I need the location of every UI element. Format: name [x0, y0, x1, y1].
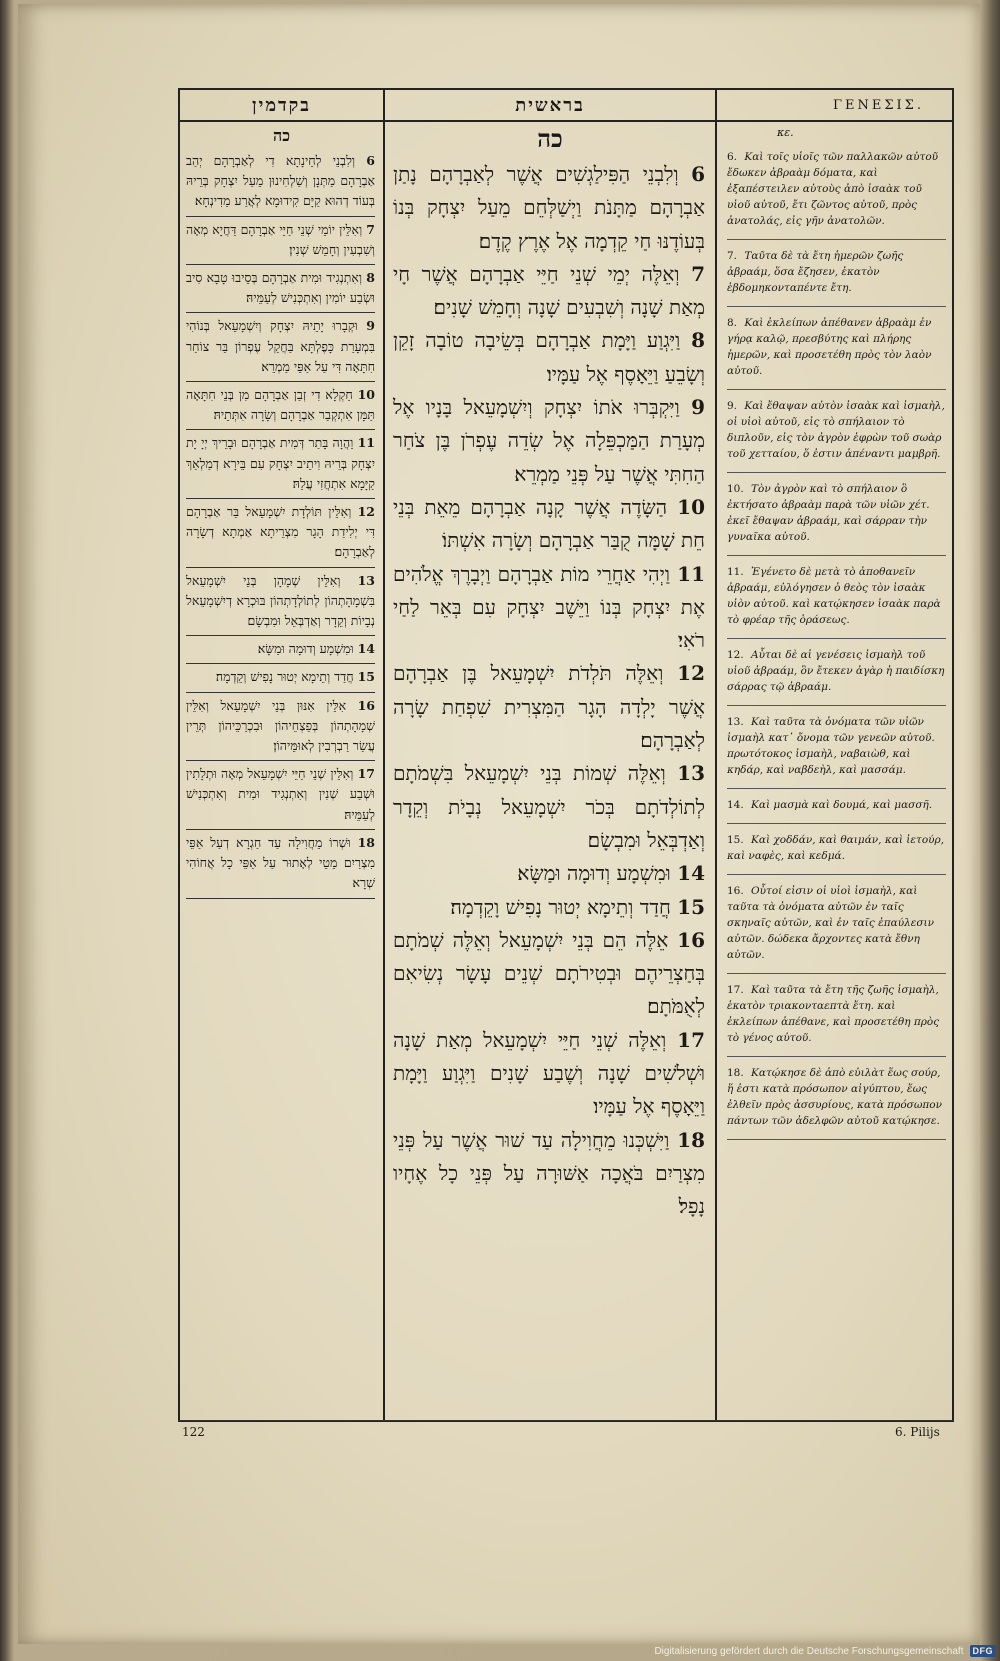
hebrew-verse-text: חֲדַד וְתֵימָא יְטוּר נָפִישׁ וָקֵדְמָה׃: [450, 894, 678, 919]
hebrew-verse-number: 11: [677, 561, 705, 586]
hebrew-verse-number: 16: [677, 927, 705, 952]
hebrew-verse: [393, 857, 705, 890]
hebrew-verse-number: 8: [691, 328, 705, 353]
targum-verse-text: וּקְבָרוּ יָתֵיהּ יִצְחָק וְיִשְׁמָעֵאל בְּנוֹהִי בִּמְעָרַת כָּפֶלְתָּא בַּחֲקַל עֶפְרוֹן בַּר צוֹחַר חִתָּאָה דִּי עַל אַפֵּי מַמְרֵא׃: [186, 318, 375, 374]
hebrew-verse-text: וַיִּגְוַע וַיָּמָת אַבְרָהָם בְּשֵׂיבָה טוֹבָה זָקֵן וְשָׂבֵעַ וַיֵּאָסֶף אֶל עַמָּיו׃: [393, 328, 705, 386]
targum-verse-number: 14: [357, 641, 375, 657]
targum-verse: [186, 430, 375, 499]
hebrew-verse: [393, 1024, 705, 1124]
targum-header: בקדמין: [180, 90, 383, 122]
targum-verse: [186, 499, 375, 568]
hebrew-verse-text: וְלִבְנֵי הַפִּילַגְשִׁים אֲשֶׁר לְאַבְרָהָם נָתַן אַבְרָהָם מַתָּנֹת וַיְשַׁלְּחֵם מֵעַל יִצְחָק בְּנוֹ בְּעוֹדֶנּוּ חַי קֵדְמָה אֶל אֶרֶץ קֶדֶם׃: [393, 162, 705, 253]
targum-verse: [186, 148, 375, 217]
targum-verse-number: 13: [357, 572, 375, 588]
hebrew-verse: [393, 491, 705, 558]
targum-verse: [186, 664, 375, 692]
targum-verse-number: 15: [357, 669, 375, 685]
targum-verse-number: 17: [357, 766, 375, 782]
hebrew-verse: [393, 558, 705, 658]
targum-verse-text: חֲדַד וְתֵימָא יְטוּר נָפִישׁ וְקֵדְמָה׃: [215, 669, 358, 685]
hebrew-verse-number: 13: [677, 761, 705, 786]
greek-verse: [727, 706, 946, 789]
targum-verse-text: וְאִתְנְגִיד וּמִית אַבְרָהָם בְּסֵיבוּ טָבָא סִיב וּשְׂבַע יוֹמִין וְאִתְכְּנִישׁ לְעַמֵּיהּ׃: [186, 270, 375, 306]
targum-verse-number: 10: [357, 387, 375, 403]
targum-verse-number: 6: [366, 153, 375, 168]
greek-verse-text: Καὶ τοῖς υἱοῖς τῶν παλλακῶν αὐτοῦ ἔδωκεν ἀβραὰμ δόματα, καὶ ἐξαπέστειλεν αὐτοὺς ἀπὸ ἰσαὰκ τοῦ υἱοῦ αὐτοῦ, ἔτι ζῶντος αὐτοῦ, πρὸς ἀνατολάς, εἰς γῆν ἀνατολῶν.: [727, 151, 939, 227]
greek-verse: [727, 141, 946, 240]
hebrew-verse-text: וְאֵלֶּה שְׁנֵי חַיֵּי יִשְׁמָעֵאל מְאַת שָׁנָה וּשְׁלֹשִׁים שָׁנָה וְשֶׁבַע שָׁנִים וַיִּגְוַע וַיָּמָת וַיֵּאָסֶף אֶל עַמָּיו׃: [393, 1027, 705, 1119]
targum-verse-text: וְאִלֵּין יוֹמֵי שְׁנֵי חַיֵּי אַבְרָהָם דַּחֲיָא מְאָה וְשִׁבְעִין וְחָמֵשׁ שְׁנִין׃: [186, 221, 375, 257]
greek-verse: [727, 1057, 946, 1140]
greek-verse-number: 15.: [727, 834, 744, 846]
greek-verse-text: Καὶ ταῦτα τὰ ὀνόματα τῶν υἱῶν ἰσμαὴλ κατ᾽ ὄνομα τῶν γενεῶν αὐτοῦ. πρωτότοκος ἰσμαὴλ, ναβαιὼθ, καὶ κηδάρ, καὶ ναβδεὴλ, καὶ μασσάμ.: [727, 716, 935, 776]
greek-verse-number: 11.: [727, 566, 744, 578]
greek-verse-text: Καὶ μασμὰ καὶ δουμά, καὶ μασσῆ.: [747, 799, 933, 811]
greek-verse-text: Οὗτοί εἰσιν οἱ υἱοὶ ἰσμαὴλ, καὶ ταῦτα τὰ ὀνόματα αὐτῶν ἐν ταῖς σκηναῖς αὐτῶν, καὶ ἐν ταῖς ἐπαύλεσιν αὐτῶν. δώδεκα ἄρχοντες κατὰ ἔθνη αὐτῶν.: [727, 885, 935, 961]
hebrew-verse: [393, 924, 705, 1024]
greek-verse: [727, 473, 946, 556]
footer-rule: [178, 1420, 954, 1421]
greek-verse-number: 6.: [727, 151, 738, 163]
greek-verse-number: 13.: [727, 716, 744, 728]
hebrew-header: בראשית: [385, 90, 715, 122]
greek-verse-text: Κατῴκησε δὲ ἀπὸ εὐιλὰτ ἕως σούρ, ἥ ἐστι κατὰ πρόσωπον αἰγύπτου, ἕως ἐλθεῖν πρὸς ἀσσυρίους, κατὰ πρόσωπον πάντων τῶν ἀδελφῶν αὐτοῦ κατῴκησε.: [727, 1067, 942, 1127]
hebrew-verse: [393, 258, 705, 325]
targum-verse-text: חַקְלָא דִי זְבַן אַבְרָהָם מִן בְּנֵי חִתָּאָה תַּמָּן אִתְקְבַר אַבְרָהָם וְשָׂרָה אִתְּתֵיהּ׃: [186, 387, 375, 423]
hebrew-verse-number: 12: [677, 661, 705, 686]
greek-verse: [727, 824, 946, 875]
targum-verse-number: 18: [357, 834, 375, 850]
targum-verse: [186, 265, 375, 313]
hebrew-verse: [393, 324, 705, 391]
greek-text: [717, 141, 952, 1140]
hebrew-verse-number: 18: [677, 1127, 705, 1152]
greek-verse-number: 18.: [727, 1067, 744, 1079]
targum-verse-number: 11: [357, 435, 375, 451]
hebrew-verse-number: 6: [691, 162, 705, 186]
hebrew-text: [385, 158, 715, 1224]
greek-verse-number: 16.: [727, 885, 744, 897]
greek-verse: [727, 974, 946, 1057]
targum-verse: [186, 217, 375, 265]
hebrew-verse-number: 7: [691, 261, 705, 286]
greek-verse-number: 12.: [727, 649, 744, 661]
hebrew-verse: [393, 657, 705, 757]
greek-verse-number: 17.: [727, 984, 744, 996]
targum-verse: [186, 693, 375, 762]
greek-verse-number: 9.: [727, 400, 738, 412]
targum-verse-number: 9: [366, 318, 375, 334]
greek-verse-number: 8.: [727, 317, 738, 329]
hebrew-verse: [393, 158, 705, 258]
greek-verse: [727, 307, 946, 390]
greek-verse-text: Καὶ ἔθαψαν αὐτὸν ἰσαὰκ καὶ ἰσμαὴλ, οἱ υἱοὶ αὐτοῦ, εἰς τὸ σπήλαιον τὸ διπλοῦν, εἰς τὸν ἀγρὸν ἐφρὼν τοῦ σωὰρ τοῦ χετταίου, ὅ ἐστιν ἀπέναντι μαμβρῆ.: [727, 400, 945, 460]
greek-header: ΓΕΝΕΣΙΣ.: [717, 90, 952, 122]
credit-text: Digitalisierung gefördert durch die Deutsche Forschungsgemeinschaft: [654, 1645, 964, 1657]
targum-text: [180, 148, 383, 899]
greek-verse: [727, 789, 946, 824]
targum-verse-number: 12: [357, 504, 375, 520]
greek-column: [717, 90, 952, 1420]
hebrew-verse-number: 15: [677, 894, 705, 919]
greek-verse: [727, 556, 946, 639]
targum-verse-text: וּשְׁרוֹ מֵחֲוִילָה עַד חַגְרָא דְעַל אַפֵּי מִצְרַיִם מֵטֵי לְאָתוּר עַל אַפֵּי כָל אֲחוֹהִי שְׁרָא׃: [186, 834, 375, 891]
hebrew-verse-text: וְאֵלֶּה תֹּלְדֹת יִשְׁמָעֵאל בֶּן אַבְרָהָם אֲשֶׁר יָלְדָה הָגָר הַמִּצְרִית שִׁפְחַת שָׂרָה לְאַבְרָהָם׃: [393, 661, 705, 753]
greek-verse-text: Ἐγένετο δὲ μετὰ τὸ ἀποθανεῖν ἀβραάμ, εὐλόγησεν ὁ θεὸς τὸν ἰσαὰκ υἱὸν αὐτοῦ. καὶ κατῴκησεν ἰσαὰκ παρὰ τὸ φρέαρ τῆς ὁράσεως.: [727, 566, 941, 626]
targum-verse-text: וַהֲוָה בָּתַר דְּמִית אַבְרָהָם וּבָרֵיךְ יְיָ יָת יִצְחָק בְּרֵיהּ וִיתֵיב יִצְחָק עִם בֵּירָא דְמַלְאַךְ קַיָּמָא אִתְחֲזִי עֲלַהּ׃: [186, 435, 375, 491]
hebrew-verse: [393, 891, 705, 924]
hebrew-column: [385, 90, 717, 1420]
hebrew-verse-text: אֵלֶּה הֵם בְּנֵי יִשְׁמָעֵאל וְאֵלֶּה שְׁמֹתָם בְּחַצְרֵיהֶם וּבְטִירֹתָם שְׁנֵים עָשָׂר נְשִׂיאִם לְאֻמֹּתָם׃: [393, 927, 705, 1019]
polyglot-frame: [178, 88, 954, 1422]
hebrew-verse-number: 9: [691, 395, 705, 420]
hebrew-chapter-number: כה: [537, 124, 563, 153]
targum-verse: [186, 313, 375, 382]
greek-verse: [727, 390, 946, 473]
targum-verse: [186, 636, 375, 664]
hebrew-verse-text: וַיִּקְבְּרוּ אֹתוֹ יִצְחָק וְיִשְׁמָעֵאל בָּנָיו אֶל מְעָרַת הַמַּכְפֵּלָה אֶל שְׂדֵה עֶפְרֹן בֶּן צֹחַר הַחִתִּי אֲשֶׁר עַל פְּנֵי מַמְרֵא׃: [393, 395, 705, 486]
dfg-logo: DFG: [970, 1645, 997, 1657]
greek-verse: [727, 875, 946, 974]
greek-verse-text: Καὶ ἐκλείπων ἀπέθανεν ἀβραὰμ ἐν γήρᾳ καλῷ, πρεσβύτης καὶ πλήρης ἡμερῶν, καὶ προσετέθη πρὸς τὸν λαὸν αὐτοῦ.: [727, 317, 932, 377]
targum-verse-text: וְאִלֵּין תּוֹלְדָת יִשְׁמָעֵאל בַּר אַבְרָהָם דִּי יְלִידַת הָגָר מִצְרֵיתָא אַמְתָא דְשָׂרָה לְאַבְרָהָם׃: [186, 504, 375, 560]
targum-verse: [186, 830, 375, 899]
targum-verse-text: וְאִלֵּין שְׁמָהָן בְּנֵי יִשְׁמָעֵאל בִּשְׁמָהָתְהוֹן לְתוֹלְדָתְהוֹן בּוּכְרָא דְיִשְׁמָעֵאל נְבָיוֹת וְקֵדָר וְאַדְבְּאֵל וּמִבְשָׂם׃: [186, 572, 375, 629]
greek-verse-text: Ταῦτα δὲ τὰ ἔτη ἡμερῶν ζωῆς ἀβραάμ, ὅσα ἔζησεν, ἑκατὸν ἑβδομηκονταπέντε ἔτη.: [727, 250, 904, 294]
greek-verse-number: 7.: [727, 250, 738, 262]
targum-column: [180, 90, 385, 1420]
hebrew-verse-number: 14: [677, 861, 705, 886]
catchword: 6. Pilijs: [895, 1425, 940, 1439]
targum-verse-text: וּמִשְׁמָע וְדוּמָה וּמַשָּׂא׃: [257, 641, 358, 657]
hebrew-verse-text: וַיְהִי אַחֲרֵי מוֹת אַבְרָהָם וַיְבָרֶךְ אֱלֹהִים אֶת יִצְחָק בְּנוֹ וַיֵּשֶׁב יִצְחָק עִם בְּאֵר לַחַי רֹאִי׃: [393, 561, 705, 653]
targum-verse: [186, 761, 375, 830]
targum-verse-number: 7: [366, 221, 375, 237]
hebrew-verse-text: וְאֵלֶּה שְׁמוֹת בְּנֵי יִשְׁמָעֵאל בִּשְׁמֹתָם לְתוֹלְדֹתָם בְּכֹר יִשְׁמָעֵאל נְבָיֹת וְקֵדָר וְאַדְבְּאֵל וּמִבְשָׂם׃: [393, 761, 705, 852]
greek-verse-text: Καὶ χοδδάν, καὶ θαιμάν, καὶ ἰετούρ, καὶ ναφὲς, καὶ κεδμά.: [727, 834, 945, 862]
hebrew-verse-text: וַיִּשְׁכְּנוּ מֵחֲוִילָה עַד שׁוּר אֲשֶׁר עַל פְּנֵי מִצְרַיִם בֹּאֲכָה אַשּׁוּרָה עַל פְּנֵי כָל אֶחָיו נָפָל׃: [393, 1127, 705, 1219]
hebrew-verse-text: וּמִשְׁמָע וְדוּמָה וּמַשָּׂא׃: [517, 861, 678, 886]
targum-verse-number: 16: [357, 697, 375, 713]
hebrew-verse-text: הַשָּׂדֶה אֲשֶׁר קָנָה אַבְרָהָם מֵאֵת בְּנֵי חֵת שָׁמָּה קֻבַּר אַבְרָהָם וְשָׂרָה אִשְׁתּוֹ׃: [393, 494, 705, 553]
greek-verse: [727, 639, 946, 706]
greek-verse-number: 14.: [727, 799, 744, 811]
greek-verse-text: Αὗται δὲ αἱ γενέσεις ἰσμαὴλ τοῦ υἱοῦ ἀβραάμ, ὃν ἔτεκεν ἀγὰρ ἡ παιδίσκη σάρρας τῷ ἀβραάμ.: [727, 649, 945, 693]
hebrew-verse-number: 17: [677, 1027, 705, 1052]
hebrew-verse-number: 10: [677, 494, 705, 519]
hebrew-verse: [393, 1124, 705, 1224]
greek-chapter-number: κε.: [777, 126, 794, 139]
targum-chapter-number: כה: [272, 126, 291, 145]
greek-verse: [727, 240, 946, 307]
targum-verse: [186, 568, 375, 637]
greek-verse-text: Τὸν ἀγρὸν καὶ τὸ σπήλαιον ὃ ἐκτήσατο ἀβραὰμ παρὰ τῶν υἱῶν χέτ. ἐκεῖ ἔθαψαν ἀβραάμ, καὶ σάρραν τὴν γυναῖκα αὐτοῦ.: [727, 483, 930, 543]
digitization-credit: [560, 1643, 996, 1659]
hebrew-verse: [393, 391, 705, 491]
targum-verse-number: 8: [366, 270, 375, 286]
targum-verse-text: אִלֵּין אִנּוּן בְּנֵי יִשְׁמָעֵאל וְאִלֵּין שְׁמָהָתְהוֹן בְּפַצְחֵיהוֹן וּבִכְרַכֵּיהוֹן תְּרֵין עֲשַׂר רַבְרְבִין לְאוּמֵּיהוֹן׃: [186, 697, 375, 754]
targum-verse: [186, 382, 375, 430]
greek-verse-number: 10.: [727, 483, 744, 495]
hebrew-verse: [393, 757, 705, 857]
targum-verse-text: וְאִלֵּין שְׁנֵי חַיֵּי יִשְׁמָעֵאל מְאָה וּתְלָתִין וּשְׁבַע שְׁנִין וְאִתְנְגִיד וּמִית וְאִתְכְּנִישׁ לְעַמֵּיהּ׃: [186, 766, 375, 822]
hebrew-verse-text: וְאֵלֶּה יְמֵי שְׁנֵי חַיֵּי אַבְרָהָם אֲשֶׁר חָי מְאַת שָׁנָה וְשִׁבְעִים שָׁנָה וְחָמֵשׁ שָׁנִים׃: [393, 261, 705, 320]
greek-verse-text: Καὶ ταῦτα τὰ ἔτη τῆς ζωῆς ἰσμαὴλ, ἑκατὸν τριακονταεπτὰ ἔτη. καὶ ἐκλείπων ἀπέθανε, καὶ προσετέθη πρὸς τὸ γένος αὐτοῦ.: [727, 984, 940, 1044]
targum-verse-text: וְלִבְנֵי לְחֵינָתָא דִי לְאַבְרָהָם יְהַב אַבְרָהָם מַתְּנָן וְשַׁלְחִינוּן מֵעַל יִצְחָק בְּרֵיהּ בְּעוֹד דְהוּא קַיָּם קִידוּמָא לְאֲרַע מַדִינְחָא׃: [186, 153, 375, 209]
page-number: 122: [182, 1425, 205, 1439]
